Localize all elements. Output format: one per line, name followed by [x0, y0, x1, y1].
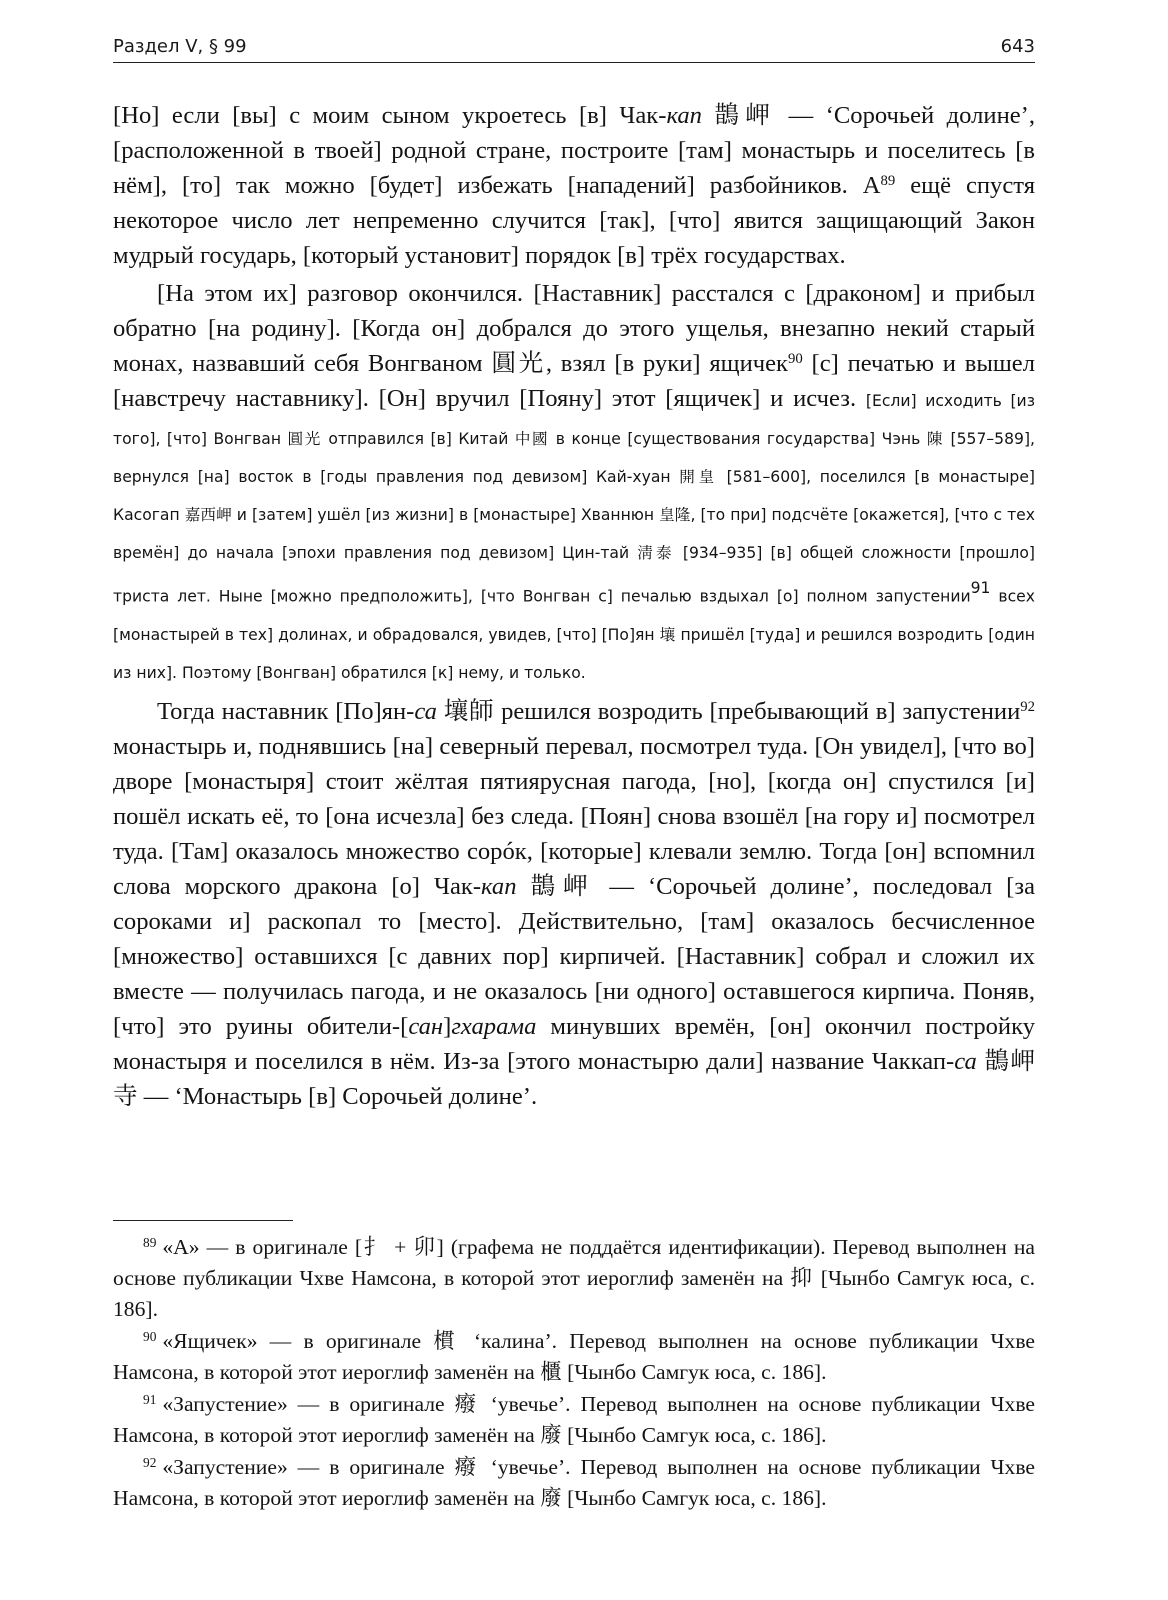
header-rule	[113, 62, 1035, 63]
footnote-number: 92	[143, 1454, 157, 1470]
footnote-number: 89	[143, 1234, 157, 1250]
text-run: [На этом их] разговор окончился. [Наставник] расстался с [драконом] и прибыл обратно [на родину]. [Когда он] добрался до этого ущелья, внезапно некий старый монах, назвавший себя Вонгваном 圓光, взял [в руки] ящичек	[113, 280, 1035, 377]
commentary-run: [Если] исходить [из того], [что] Вонгван 圓光 отправился [в] Китай 中國 в конце [существования государства] Чэнь 陳 [557–589], вернулся [на] восток в [годы правления под девизом] Кай-хуан 開皇 [581–600], поселился [в монастыре] Касогап 嘉西岬 и [затем] ушёл [из жизни] в [монастыре] Хваннюн 皇隆, [то при] подсчёте [окажется], [что с тех времён] до начала [эпохи правления под девизом] Цин-тай 淸泰 [934–935] [в] общей сложности [прошло] триста лет. Ныне [можно предположить], [что Вонгван с] печалью вздыхал [о] полном запустении	[113, 392, 1035, 606]
footnote-text: «Запустение» — в оригинале 癈 ‘увечье’. Перевод выполнен на основе публикации Чхве Намсона, в которой этот иероглиф заменён на 廢 [Чынбо Самгук юса, с. 186].	[113, 1392, 1035, 1447]
text-run: минувших времён, [он] окончил постройку монастыря и поселился в нём. Из-за [этого монастырю дали] название Чаккап-	[113, 1012, 1035, 1075]
section-title: Раздел V, § 99	[113, 36, 247, 57]
footnote-91	[113, 1389, 1035, 1451]
footnote-rule	[113, 1220, 293, 1221]
paragraph-1	[113, 98, 1035, 273]
running-header	[113, 36, 1035, 60]
text-run: 鵲岬 — ‘Сорочьей долине’, последовал [за сороками и] раскопал то [место]. Действительно, [там] оказалось бесчисленное [множество] оставшихся [с давних пор] кирпичей. [Наставник] собрал и сложил их вместе — получилась пагода, и не оказалось [ни одного] оставшегося кирпича. Поняв, [что] это руины обители-[	[113, 872, 1035, 1040]
footnote-text: «Запустение» — в оригинале 癈 ‘увечье’. Перевод выполнен на основе публикации Чхве Намсона, в которой этот иероглиф заменён на 廢 [Чынбо Самгук юса, с. 186].	[113, 1455, 1035, 1510]
footnote-ref-89[interactable]: 89	[880, 172, 896, 189]
footnote-ref-92[interactable]: 92	[1020, 698, 1035, 715]
paragraph-3	[113, 694, 1035, 1114]
italic-run: сан	[408, 1012, 444, 1040]
footnotes	[113, 1232, 1035, 1515]
footnote-ref-91[interactable]: 91	[970, 579, 991, 597]
italic-run: са	[414, 697, 437, 725]
main-text	[113, 98, 1035, 1117]
commentary-run: всех [монастырей в тех] долинах, и обрадовался, увидев, [что] [По]ян 壤 пришёл [туда] и решился возродить [один из них]. Поэтому [Вонгван] обратился [к] нему, и только.	[113, 587, 1035, 682]
book-page	[113, 0, 1041, 1600]
italic-run: кап	[481, 872, 517, 900]
footnote-number: 91	[143, 1391, 157, 1407]
italic-run: гхарама	[451, 1012, 537, 1040]
italic-run: кап	[666, 102, 702, 129]
footnote-89	[113, 1232, 1035, 1325]
text-run: 鵲岬 — ‘Сорочьей долине’, [расположенной в твоей] родной стране, построите [там] монастырь и поселитесь [в нём], [то] так можно [будет] избежать [нападений] разбойников. А	[113, 102, 1035, 199]
footnote-92	[113, 1452, 1035, 1514]
text-run: монастырь и, поднявшись [на] северный перевал, посмотрел туда. [Он увидел], [что во] дворе [монастыря] стоит жёлтая пятиярусная пагода, [но], [когда он] спустился [и] пошёл искать её, то [она исчезла] без следа. [Поян] снова взошёл [на гору и] посмотрел туда. [Там] оказалось множество сорóк, [которые] клевали землю. Тогда [он] вспомнил слова морского дракона [о] Чак-	[113, 732, 1035, 900]
text-run: Тогда наставник [По]ян-	[157, 697, 415, 725]
footnote-90	[113, 1326, 1035, 1388]
text-run: [Но] если [вы] с моим сыном укроетесь [в] Чак-	[113, 102, 667, 129]
text-run: ]	[443, 1012, 452, 1040]
text-run: 壤師 решился возродить [пребывающий в] запустении	[436, 697, 1021, 725]
italic-run: са	[954, 1047, 977, 1075]
footnote-text: «А» — в оригинале [扌 + 卯] (графема не поддаётся идентификации). Перевод выполнен на основе публикации Чхве Намсона, в которой этот иероглиф заменён на 抑 [Чынбо Самгук юса, с. 186].	[113, 1235, 1035, 1321]
text-run: [с] печатью и вышел [навстречу наставнику]. [Он] вручил [Пояну] этот [ящичек] и исчез.	[113, 350, 1035, 412]
paragraph-2	[113, 276, 1035, 691]
footnote-ref-90[interactable]: 90	[787, 350, 803, 367]
footnote-text: «Ящичек» — в оригинале 樌 ‘калина’. Перевод выполнен на основе публикации Чхве Намсона, в которой этот иероглиф заменён на 櫃 [Чынбо Самгук юса, с. 186].	[113, 1329, 1035, 1384]
page-number: 643	[1000, 36, 1035, 57]
text-run: 鵲岬寺 — ‘Монастырь [в] Сорочьей долине’.	[113, 1047, 1035, 1110]
footnote-number: 90	[143, 1328, 157, 1344]
text-run: ещё спустя некоторое число лет непременно случится [так], [что] явится защищающий Закон мудрый государь, [который установит] порядок [в] трёх государствах.	[113, 172, 1036, 269]
